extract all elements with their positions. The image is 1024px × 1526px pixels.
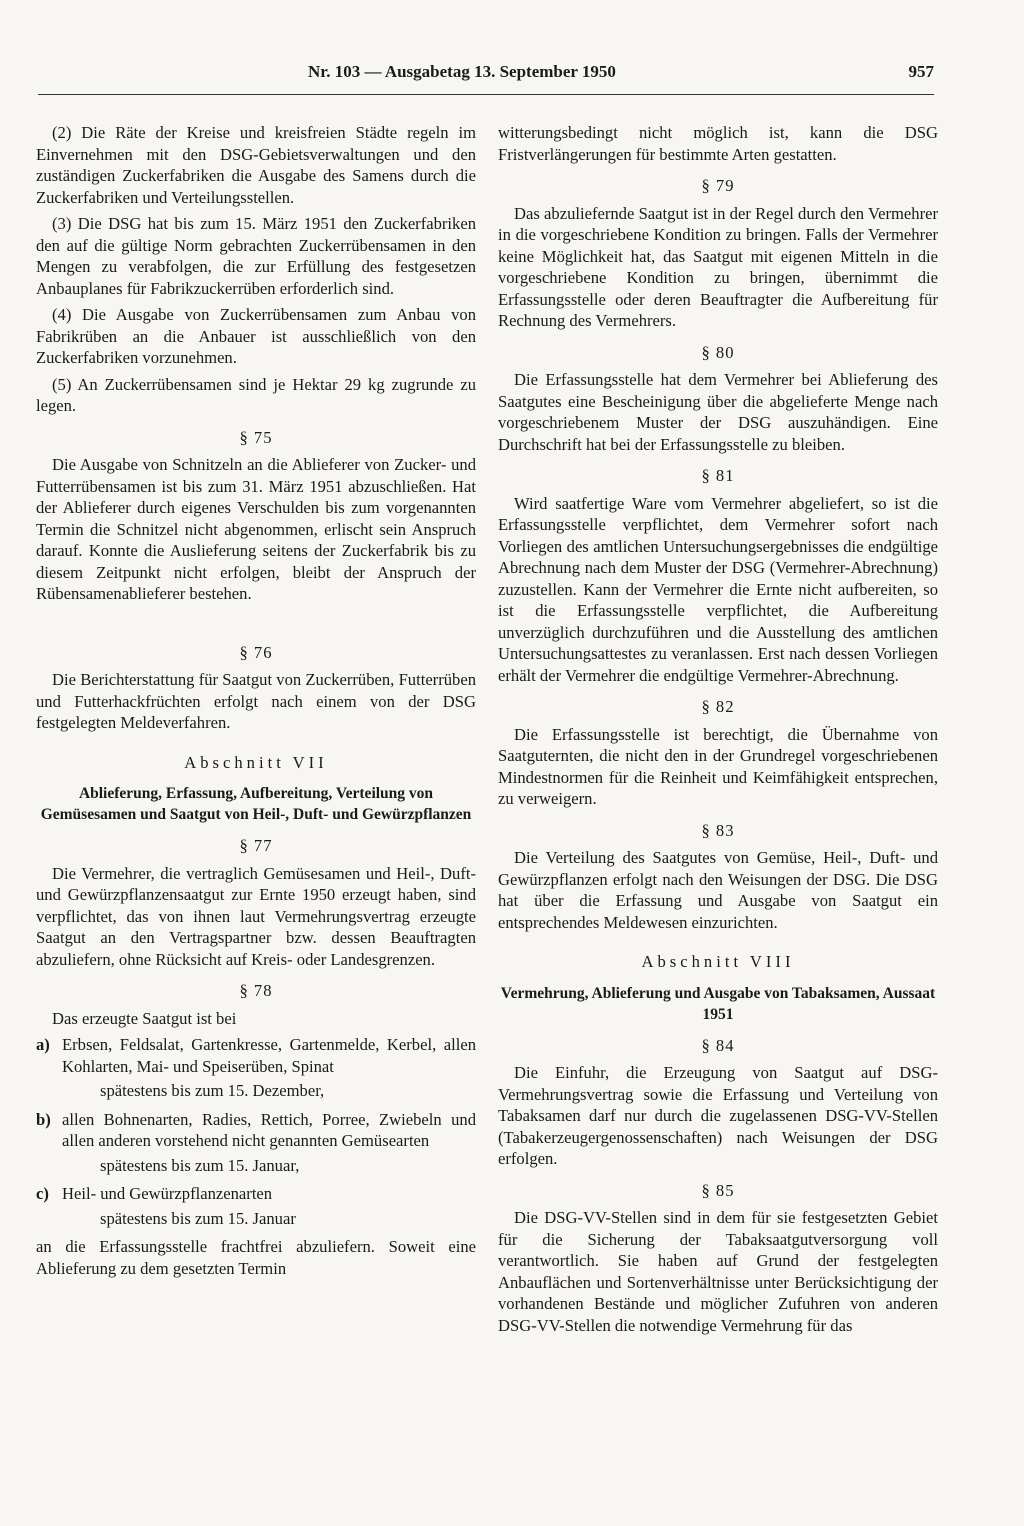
page-header xyxy=(38,58,934,95)
section-81-heading: § 81 xyxy=(701,466,735,485)
paragraph-4: (4) Die Ausgabe von Zuckerrübensamen zum Anbau von Fabrikrüben an die Anbauer ist ausschließlich von den Zuckerfabriken vorzunehmen. xyxy=(36,305,476,367)
continuation-text: witterungsbedingt nicht möglich ist, kann die DSG Fristverlängerungen für bestimmte Arten gestatten. xyxy=(498,123,938,164)
page-number: 957 xyxy=(908,62,934,81)
section-75-heading: § 75 xyxy=(239,427,273,447)
list-item-b xyxy=(36,1109,476,1152)
abschnitt-8-heading: Abschnitt VIII xyxy=(641,952,795,971)
abschnitt-8-title: Vermehrung, Ablieferung und Ausgabe von Tabaksamen, Aussaat 1951 xyxy=(500,984,936,1023)
section-84-heading: § 84 xyxy=(701,1035,735,1055)
list-item-a xyxy=(36,1034,476,1077)
section-79-text: Das abzuliefernde Saatgut ist in der Regel durch den Vermehrer in die vorgeschriebene Kondition zu bringen. Falls der Vermehrer keine Möglichkeit hat, das Saatgut mit eigenen Mitteln in die vorgeschriebene Kondition zu bringen, übernimmt die Erfassungsstelle oder deren Beauftragter die Aufbereitung für Rechnung des Vermehrers. xyxy=(498,203,938,330)
list-item-text: allen Bohnenarten, Radies, Rettich, Porree, Zwiebeln und allen anderen vorstehend nicht genannten Gemüsearten xyxy=(62,1109,476,1150)
section-78-intro: Das erzeugte Saatgut ist bei xyxy=(52,1008,237,1028)
left-column xyxy=(36,122,476,1284)
section-75-text: Die Ausgabe von Schnitzeln an die Ablieferer von Zucker- und Futterrübensamen ist bis zum 31. März 1951 abzuschließen. Hat der Ablieferer durch eigenes Verschulden bis zum vorgenannten Termin die Schnitzel nicht abgenommen, erlischt sein Anspruch darauf. Konnte die Auslieferung seitens der Zuckerfabrik bis zu diesem Zeitpunkt nicht erfolgen, bleibt der Anspruch der Rübensamenablieferer bestehen. xyxy=(36,455,476,603)
section-76-text: Die Berichterstattung für Saatgut von Zuckerrüben, Futterrüben und Futterhackfrüchten erfolgt nach einem von der DSG festgelegten Meldeverfahren. xyxy=(36,670,476,732)
section-77-text: Die Vermehrer, die vertraglich Gemüsesamen und Heil-, Duft- und Gewürzpflanzensaatgut zur Ernte 1950 erzeugt haben, sind verpflichtet, das von ihnen laut Vermehrungsvertrag erzeugte Saatgut an den Vertragspartner bzw. dessen Beauftragten abzuliefern, ohne Rücksicht auf Kreis- oder Landesgrenzen. xyxy=(36,863,476,969)
list-item-deadline: spätestens bis zum 15. Dezember, xyxy=(100,1081,325,1100)
section-79-heading: § 79 xyxy=(701,176,735,195)
list-marker: b) xyxy=(36,1109,51,1129)
list-marker: a) xyxy=(36,1035,50,1054)
list-marker: c) xyxy=(36,1184,49,1203)
list-item-deadline: spätestens bis zum 15. Januar xyxy=(100,1208,296,1228)
section-83-heading: § 83 xyxy=(701,820,735,840)
abschnitt-7-heading: Abschnitt VII xyxy=(184,752,328,772)
list-item-c xyxy=(36,1183,476,1205)
spacer xyxy=(36,610,476,632)
paragraph-3: (3) Die DSG hat bis zum 15. März 1951 den Zuckerfabriken den auf die gültige Norm gebrachten Zuckerrübensamen in den Mengen zu verabfolgen, die zur Erfüllung des festgesetzen Anbauplanes für Fabrikzuckerrüben erforderlich sind. xyxy=(36,214,476,298)
section-80-text: Die Erfassungsstelle hat dem Vermehrer bei Ablieferung des Saatgutes eine Bescheinigung über die abgelieferte Menge nach vorgeschriebenem Muster der DSG auszuhändigen. Eine Durchschrift hat bei der Erfassungsstelle zu bleiben. xyxy=(498,370,938,454)
section-84-text: Die Einfuhr, die Erzeugung von Saatgut auf DSG-Vermehrungsvertrag sowie die Erfassung und Verteilung von Tabaksamen darf nur durch die zugelassenen DSG-VV-Stellen (Tabakerzeugergenossenschaften) nach Weisungen der DSG erfolgen. xyxy=(498,1063,938,1168)
issue-title: Nr. 103 — Ausgabetag 13. September 1950 xyxy=(308,62,616,81)
section-81-text: Wird saatfertige Ware vom Vermehrer abgeliefert, so ist die Erfassungsstelle verpflichtet, dem Vermehrer sofort nach Vorliegen des amtlichen Untersuchungsergebnisses die endgültige Abrechnung nach dem Muster der DSG (Vermehrer-Abrechnung) zuzustellen. Kann der Vermehrer die Ernte nicht aufbereiten, so ist die Erfassungsstelle verpflichtet, die Aufbereitung unverzüglich durchzuführen und die Ausstellung des amtlichen Untersuchungsattestes zu veranlassen. Erst nach dessen Vorliegen erhält der Vermehrer die endgültige Vermehrer-Abrechnung. xyxy=(498,493,938,685)
section-76-heading: § 76 xyxy=(239,642,273,662)
section-77-heading: § 77 xyxy=(239,836,273,855)
list-item-text: Heil- und Gewürzpflanzenarten xyxy=(62,1184,273,1203)
list-item-text: Erbsen, Feldsalat, Gartenkresse, Gartenmelde, Kerbel, allen Kohlarten, Mai- und Speiserüben, Spinat xyxy=(62,1035,476,1076)
paragraph-2: (2) Die Räte der Kreise und kreisfreien Städte regeln im Einvernehmen mit den DSG-Gebietsverwaltungen und den zuständigen Zuckerfabriken die Ausgabe des Samens durch die Zuckerfabriken und Verteilungsstellen. xyxy=(36,123,476,207)
right-column xyxy=(498,122,938,1341)
section-85-text: Die DSG-VV-Stellen sind in dem für sie festgesetzten Gebiet für die Sicherung der Tabaksaatgutversorgung voll verantwortlich. Sie haben auf Grund der festgelegten Anbauflächen und Sortenverhältnisse unter Berücksichtigung der vorhandenen Bestände und möglicher Zufuhren von anderen DSG-VV-Stellen die notwendige Vermehrung für das xyxy=(498,1208,938,1335)
list-item-deadline: spätestens bis zum 15. Januar, xyxy=(100,1155,300,1175)
section-82-heading: § 82 xyxy=(701,697,735,716)
section-83-text: Die Verteilung des Saatgutes von Gemüse, Heil-, Duft- und Gewürzpflanzen erfolgt nach den Weisungen der DSG. Die DSG hat über die Erfassung und Ausgabe von Saatgut ein entsprechendes Meldewesen einzurichten. xyxy=(498,848,938,932)
paragraph-5: (5) An Zuckerrübensamen sind je Hektar 29 kg zugrunde zu legen. xyxy=(36,374,476,415)
section-78-heading: § 78 xyxy=(239,981,273,1000)
section-85-heading: § 85 xyxy=(701,1180,735,1200)
abschnitt-7-title: Ablieferung, Erfassung, Aufbereitung, Verteilung von Gemüsesamen und Saatgut von Heil-, Duft- und Gewürzpflanzen xyxy=(40,785,472,823)
section-78-end: an die Erfassungsstelle frachtfrei abzuliefern. Soweit eine Ablieferung zu dem gesetzten Termin xyxy=(36,1237,476,1278)
section-82-text: Die Erfassungsstelle ist berechtigt, die Übernahme von Saatguternten, die nicht den in der Grundregel vorgeschriebenen Mindestnormen für die Reinheit und Keimfähigkeit entsprechen, zu verweigern. xyxy=(498,724,938,808)
section-80-heading: § 80 xyxy=(701,342,735,362)
